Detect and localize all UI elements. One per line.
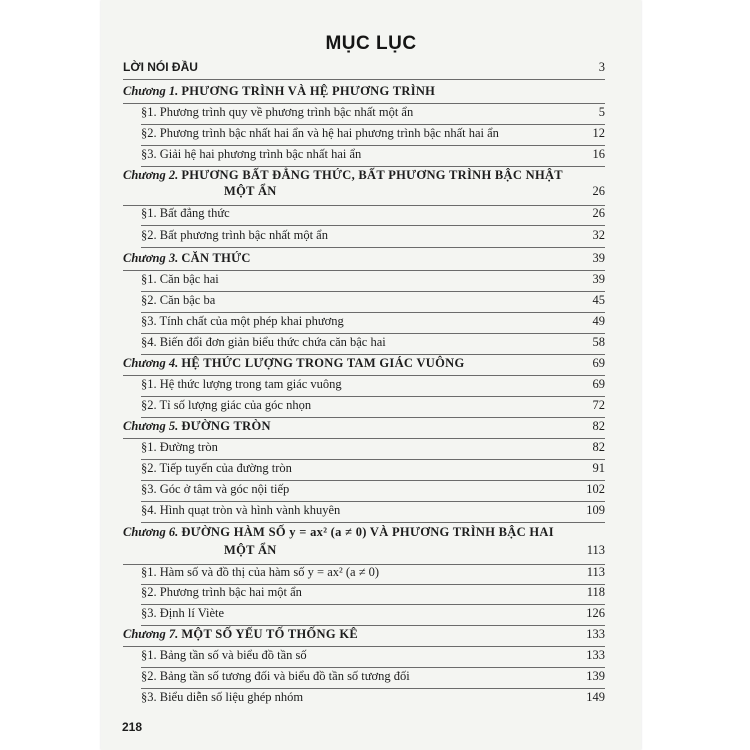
divider <box>141 312 605 313</box>
divider <box>141 291 605 292</box>
toc-intro[interactable] <box>123 60 605 80</box>
chapter-label: Chương 3. <box>123 251 179 265</box>
toc-section[interactable] <box>141 105 605 125</box>
toc-page-number: 72 <box>592 398 605 412</box>
toc-section[interactable] <box>141 272 605 292</box>
chapter-title-continued: MỘT ẨN <box>224 543 277 557</box>
toc-page-number: 109 <box>586 503 605 517</box>
toc-page-number: 69 <box>592 377 605 391</box>
section-title: §1. Hệ thức lượng trong tam giác vuông <box>141 377 342 391</box>
toc-section[interactable] <box>141 293 605 313</box>
toc-section[interactable] <box>141 206 605 226</box>
chapter-title: CĂN THỨC <box>181 251 251 265</box>
toc-page-number: 118 <box>586 585 605 599</box>
divider <box>123 270 605 271</box>
divider <box>141 396 605 397</box>
chapter-label: Chương 1. <box>123 84 179 98</box>
page-title: MỤC LỤC <box>325 33 417 54</box>
divider <box>141 459 605 460</box>
section-title: §2. Tỉ số lượng giác của góc nhọn <box>141 398 312 412</box>
section-title: §3. Biểu diễn số liệu ghép nhóm <box>141 690 304 704</box>
toc-section[interactable] <box>141 461 605 481</box>
section-title: §1. Bảng tần số và biểu đồ tần số <box>141 648 307 662</box>
toc-page-number: 5 <box>598 105 605 119</box>
toc-page-number: 113 <box>586 565 605 579</box>
toc-section[interactable] <box>141 126 605 146</box>
toc-section[interactable] <box>141 147 605 167</box>
chapter-label: Chương 2. <box>123 168 179 182</box>
toc-intro-label: LỜI NÓI ĐẦU <box>123 60 198 74</box>
toc-section[interactable] <box>141 228 605 248</box>
divider <box>141 480 605 481</box>
divider <box>141 604 605 605</box>
divider <box>141 522 605 523</box>
toc-page-number: 113 <box>586 543 605 557</box>
toc-section[interactable] <box>141 585 605 605</box>
chapter-label: Chương 6. <box>123 525 179 539</box>
divider <box>123 103 605 104</box>
section-title: §4. Hình quạt tròn và hình vành khuyên <box>141 503 341 517</box>
toc-page-number: 39 <box>592 251 605 265</box>
section-title: §2. Căn bậc ba <box>141 293 216 307</box>
chapter-title: MỘT SỐ YẾU TỐ THỐNG KÊ <box>181 627 358 641</box>
divider <box>141 247 605 248</box>
section-title: §3. Giải hệ hai phương trình bậc nhất hai ẩn <box>141 147 362 161</box>
chapter-title: ĐƯỜNG HÀM SỐ y = ax² (a ≠ 0) VÀ PHƯƠNG TRÌNH BẬC HAI <box>181 525 554 539</box>
toc-section[interactable] <box>141 440 605 460</box>
toc-section[interactable] <box>141 482 605 502</box>
toc-page-number: 32 <box>592 228 605 242</box>
section-title: §3. Tính chất của một phép khai phương <box>141 314 344 328</box>
toc-section[interactable] <box>141 398 605 418</box>
toc-page-number: 16 <box>592 147 605 161</box>
toc-page-number: 82 <box>592 440 605 454</box>
toc-page-number: 12 <box>592 126 605 140</box>
toc-section[interactable] <box>141 503 605 523</box>
toc-chapter-4[interactable] <box>123 356 605 376</box>
divider <box>141 354 605 355</box>
toc-section[interactable] <box>141 335 605 355</box>
chapter-title: ĐƯỜNG TRÒN <box>181 419 271 433</box>
divider <box>141 417 605 418</box>
toc-page-number: 26 <box>592 184 605 198</box>
divider <box>141 225 605 226</box>
divider <box>123 438 605 439</box>
section-title: §1. Phương trình quy về phương trình bậc nhất một ẩn <box>141 105 414 119</box>
toc-page-number: 3 <box>598 60 605 74</box>
book-page <box>101 0 641 750</box>
toc-page-number: 126 <box>586 606 605 620</box>
section-title: §2. Bảng tần số tương đối và biểu đồ tần số tương đối <box>141 669 410 683</box>
toc-section[interactable] <box>141 690 605 710</box>
divider <box>141 625 605 626</box>
toc-page-number: 139 <box>586 669 605 683</box>
toc-page-number: 69 <box>592 356 605 370</box>
toc-section[interactable] <box>141 565 605 585</box>
toc-section[interactable] <box>141 314 605 334</box>
toc-page-number: 149 <box>586 690 605 704</box>
divider <box>141 688 605 689</box>
divider <box>141 124 605 125</box>
table-of-contents <box>101 0 641 750</box>
chapter-title: PHƯƠNG BẤT ĐẲNG THỨC, BẤT PHƯƠNG TRÌNH BẬC NHẬT <box>181 168 563 182</box>
toc-page-number: 45 <box>592 293 605 307</box>
section-title: §1. Đường tròn <box>141 440 218 454</box>
divider <box>141 166 605 167</box>
toc-page-number: 91 <box>592 461 605 475</box>
section-title: §2. Phương trình bậc hai một ẩn <box>141 585 302 599</box>
toc-chapter-1[interactable] <box>123 84 605 104</box>
divider <box>123 79 605 80</box>
divider <box>141 333 605 334</box>
chapter-label: Chương 7. <box>123 627 179 641</box>
toc-page-number: 39 <box>592 272 605 286</box>
toc-page-number: 133 <box>586 627 605 641</box>
toc-section[interactable] <box>141 377 605 397</box>
section-title: §1. Căn bậc hai <box>141 272 219 286</box>
section-title: §3. Định lí Viète <box>141 606 225 620</box>
toc-section[interactable] <box>141 669 605 689</box>
divider <box>123 375 605 376</box>
section-title: §1. Bất đẳng thức <box>141 206 230 220</box>
toc-chapter-3[interactable] <box>123 251 605 271</box>
toc-page-number: 58 <box>592 335 605 349</box>
toc-chapter-6[interactable] <box>123 525 605 565</box>
toc-page-number: 26 <box>592 206 605 220</box>
divider <box>141 145 605 146</box>
toc-chapter-2[interactable] <box>123 168 605 206</box>
toc-chapter-5[interactable] <box>123 419 605 439</box>
toc-section[interactable] <box>141 648 605 668</box>
toc-section[interactable] <box>141 606 605 626</box>
chapter-label: Chương 4. <box>123 356 179 370</box>
section-title: §2. Bất phương trình bậc nhất một ẩn <box>141 228 328 242</box>
toc-page-number: 102 <box>586 482 605 496</box>
toc-page-number: 133 <box>586 648 605 662</box>
section-title: §2. Tiếp tuyến của đường tròn <box>141 461 292 475</box>
section-title: §1. Hàm số và đồ thị của hàm số y = ax² (a ≠ 0) <box>141 565 380 579</box>
toc-chapter-7[interactable] <box>123 627 605 647</box>
divider <box>141 501 605 502</box>
chapter-title: PHƯƠNG TRÌNH VÀ HỆ PHƯƠNG TRÌNH <box>181 84 436 98</box>
section-title: §2. Phương trình bậc nhất hai ẩn và hệ hai phương trình bậc nhất hai ẩn <box>141 126 499 140</box>
chapter-title-continued: MỘT ẨN <box>224 184 277 198</box>
chapter-label: Chương 5. <box>123 419 179 433</box>
toc-page-number: 82 <box>592 419 605 433</box>
page-number: 218 <box>122 720 143 734</box>
chapter-title: HỆ THỨC LƯỢNG TRONG TAM GIÁC VUÔNG <box>181 356 465 370</box>
section-title: §4. Biến đổi đơn giản biểu thức chứa căn bậc hai <box>141 335 386 349</box>
divider <box>123 646 605 647</box>
divider <box>141 667 605 668</box>
toc-page-number: 49 <box>592 314 605 328</box>
section-title: §3. Góc ở tâm và góc nội tiếp <box>141 482 290 496</box>
